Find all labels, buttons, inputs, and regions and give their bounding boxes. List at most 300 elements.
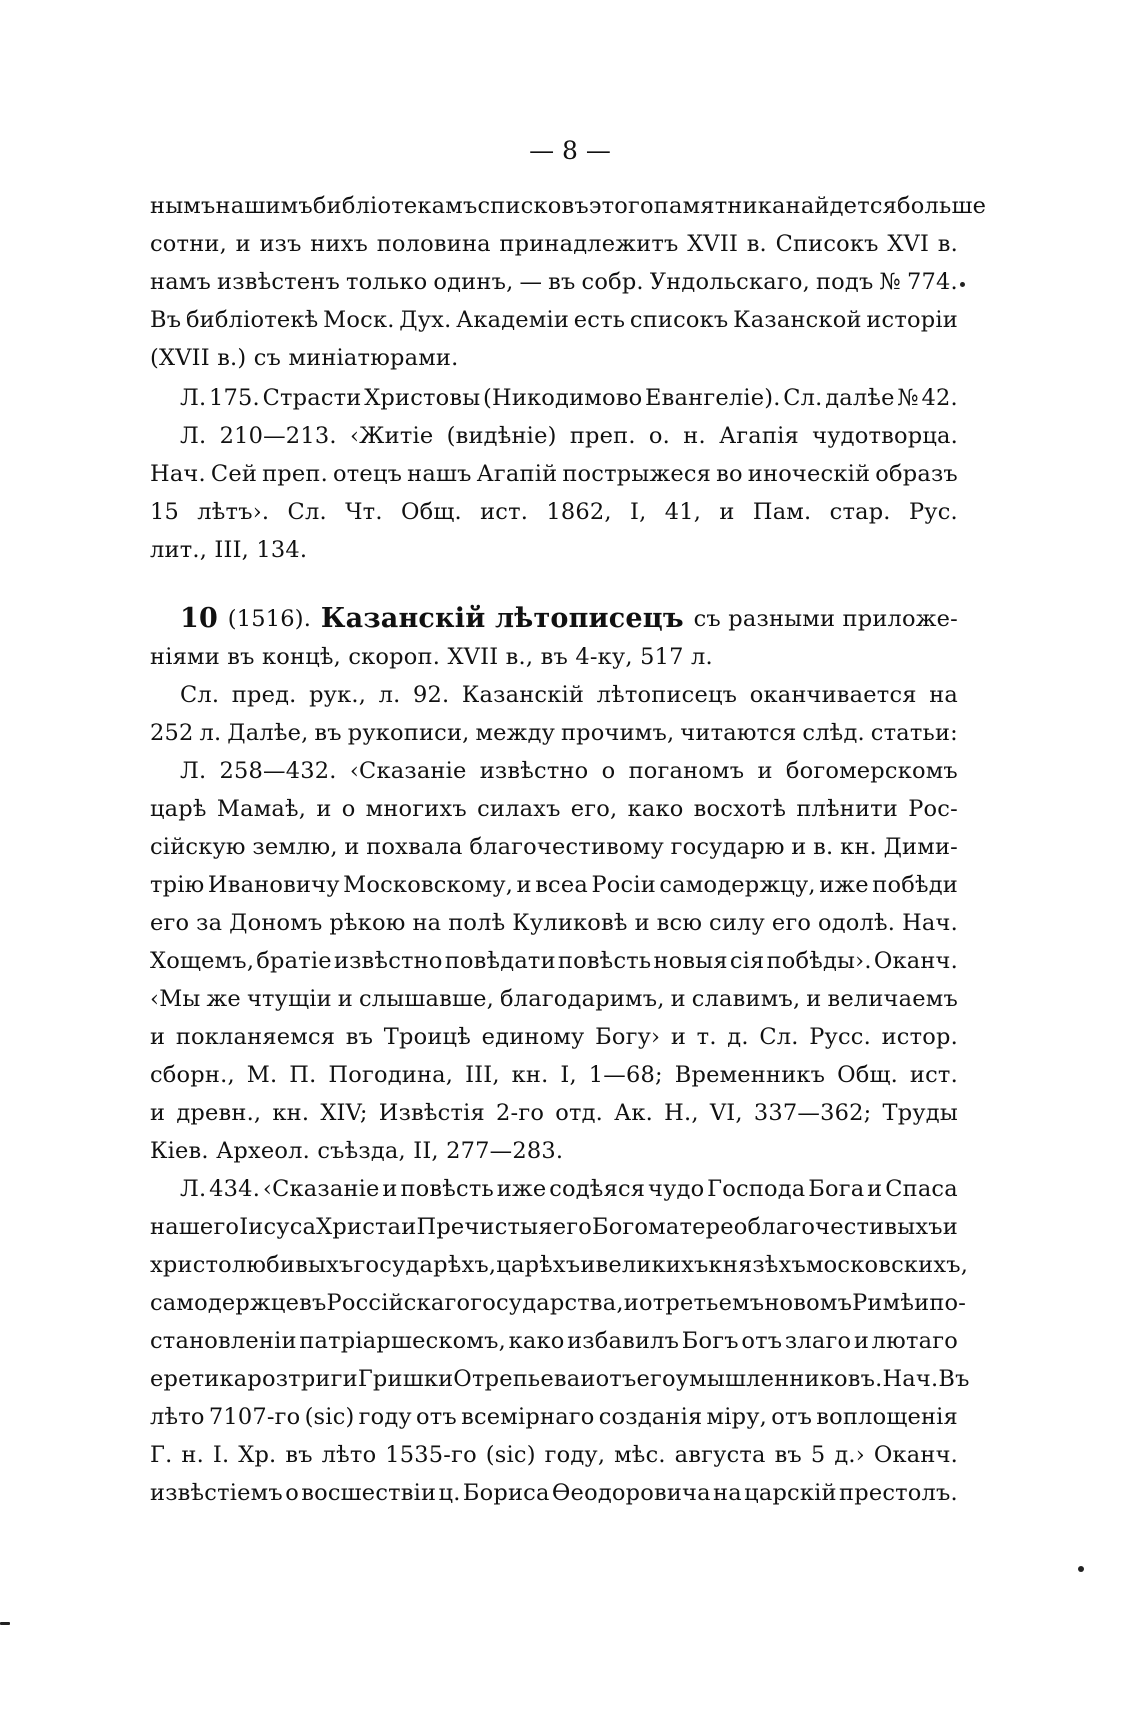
text-line	[150, 790, 958, 828]
word: только	[346, 269, 428, 295]
word: л.	[690, 644, 713, 670]
word: патріаршескомъ,	[299, 1328, 506, 1354]
word: повѣсть	[400, 1176, 494, 1202]
word: Дономъ	[229, 910, 323, 936]
text-line	[150, 904, 958, 942]
word: восшествіи	[301, 1480, 437, 1506]
word: изъ	[259, 231, 302, 257]
word: и	[757, 758, 773, 784]
word: Агапій	[476, 461, 558, 487]
catalog-entry-heading	[150, 600, 958, 676]
word: образъ	[875, 461, 958, 487]
word: иже	[819, 872, 869, 898]
word: его	[771, 910, 812, 936]
word: Агапія	[719, 423, 799, 449]
word: царѣ	[150, 796, 207, 822]
word: I,	[560, 1062, 577, 1088]
word: (sic)	[304, 1404, 355, 1430]
word: н.	[181, 1442, 204, 1468]
word: и	[150, 1100, 166, 1126]
word: н.	[683, 423, 706, 449]
word: благодаримъ,	[499, 986, 665, 1012]
word: и	[316, 796, 332, 822]
word: Хр.	[238, 1442, 277, 1468]
word: в.	[937, 231, 958, 257]
word: како	[627, 796, 684, 822]
text-line	[150, 1474, 958, 1512]
word: далѣе	[825, 385, 895, 411]
word: всеа	[535, 872, 588, 898]
word: благочестивому	[469, 834, 664, 860]
word: христолюбивыхъ	[150, 1252, 354, 1278]
word: престолъ.	[839, 1480, 958, 1506]
word: лѣто	[321, 1442, 377, 1468]
word: д.›	[834, 1442, 865, 1468]
word: (Никодимово	[483, 385, 643, 411]
word: кн.	[272, 1100, 310, 1126]
word: 210—213.	[219, 423, 337, 449]
print-speck	[1078, 1566, 1084, 1572]
word: великихъ	[595, 1252, 709, 1278]
word: и	[235, 231, 251, 257]
word: отд.	[555, 1100, 604, 1126]
text-line	[150, 942, 958, 980]
text-line	[150, 455, 958, 493]
word: съ	[253, 345, 282, 371]
word: Куликовѣ	[512, 910, 628, 936]
entry-number: 10	[180, 603, 218, 634]
word: 434.	[209, 1176, 261, 1202]
word: Дух.	[399, 307, 452, 333]
word: и	[401, 1214, 417, 1240]
word: Гришки	[357, 1366, 454, 1392]
word: библіотекѣ	[185, 307, 319, 333]
word: стар.	[829, 499, 891, 525]
heading-line	[150, 600, 958, 638]
word: Списокъ	[775, 231, 879, 257]
word: древн.,	[176, 1100, 262, 1126]
word: его	[150, 910, 190, 936]
word: воплощенія	[816, 1404, 958, 1430]
word: нымъ	[150, 193, 216, 219]
word: половина	[376, 231, 491, 257]
word: Христа	[316, 1214, 402, 1240]
word: новомъ	[764, 1290, 853, 1316]
word: князѣхъ	[708, 1252, 806, 1278]
word: за	[196, 910, 223, 936]
word: его	[636, 1366, 676, 1392]
text-line	[150, 1322, 958, 1360]
word: о	[601, 758, 616, 784]
word: поганомъ	[628, 758, 745, 784]
word: покланяемся	[175, 1024, 336, 1050]
word: 774.	[906, 269, 958, 295]
word: Бога	[808, 1176, 865, 1202]
word: Богъ	[681, 1328, 739, 1354]
word: 7107-го	[208, 1404, 301, 1430]
word: извѣстно	[333, 948, 443, 974]
word: Хощемъ,	[150, 948, 255, 974]
text-line	[150, 676, 958, 714]
word: извѣстно	[479, 758, 589, 784]
text-line	[150, 1360, 970, 1398]
word: Страсти	[262, 385, 362, 411]
word: чудотворца.	[812, 423, 958, 449]
word: отъ	[741, 1328, 783, 1354]
word: Спаса	[885, 1176, 958, 1202]
word: Казанскій	[461, 682, 585, 708]
word: Археол.	[216, 1138, 310, 1164]
text-line	[150, 187, 987, 225]
word: и	[670, 986, 686, 1012]
word: 517	[640, 644, 684, 670]
word: въ	[285, 1442, 313, 1468]
word: рѣкою	[329, 910, 406, 936]
word: 5	[810, 1442, 826, 1468]
word: I,	[630, 499, 647, 525]
word: чтущіи	[246, 986, 332, 1012]
word: силахъ	[477, 796, 561, 822]
word: больше	[897, 193, 987, 219]
paragraph-entry-258	[150, 752, 958, 1170]
word: Л.	[180, 758, 207, 784]
word: сборн.,	[150, 1062, 235, 1088]
word: Сл.	[180, 682, 220, 708]
word: этого	[588, 193, 654, 219]
word: о	[285, 1480, 299, 1506]
word: міру,	[706, 1404, 768, 1430]
word: найдется	[785, 193, 898, 219]
word: есть	[573, 307, 626, 333]
word: его	[552, 1214, 592, 1240]
word: пред.	[231, 682, 297, 708]
text-line	[150, 1018, 958, 1056]
word: ‹Мы	[150, 986, 201, 1012]
word: Русс.	[809, 1024, 871, 1050]
word: и	[580, 1252, 596, 1278]
word: Въ	[938, 1366, 970, 1392]
word: №	[897, 385, 919, 411]
word: и	[670, 1024, 687, 1050]
word: 258—432.	[219, 758, 337, 784]
word: лѣтъ›.	[197, 499, 270, 525]
word: отъ	[771, 1404, 813, 1430]
word: (видѣніе)	[446, 423, 557, 449]
word: Л.	[180, 423, 207, 449]
word: одолѣ.	[818, 910, 896, 936]
word: рукописи,	[347, 720, 470, 746]
word: №	[879, 269, 901, 295]
word: отецъ	[333, 461, 403, 487]
word: чудо	[648, 1176, 705, 1202]
word: царскій	[744, 1480, 837, 1506]
word: нашего	[150, 1214, 240, 1240]
word: ист.	[480, 499, 529, 525]
word: исторіи	[866, 307, 958, 333]
word: сія	[729, 948, 765, 974]
word: Казанской	[733, 307, 862, 333]
word: самодержцу,	[659, 872, 816, 898]
word: Погодина,	[328, 1062, 454, 1088]
word: повѣсть	[557, 948, 652, 974]
word: и	[634, 910, 650, 936]
word: читаются	[680, 720, 797, 746]
word: новыя	[653, 948, 728, 974]
word: и	[719, 499, 735, 525]
word: концѣ,	[262, 644, 341, 670]
word: Н.,	[664, 1100, 699, 1126]
word: 42.	[921, 385, 958, 411]
word: 134.	[256, 537, 308, 563]
text-line	[150, 638, 958, 676]
word: 4-ку,	[575, 644, 633, 670]
word: кн.	[511, 1062, 549, 1088]
word: Чт.	[345, 499, 383, 525]
word: како	[508, 1328, 565, 1354]
print-speck	[0, 1622, 10, 1625]
paragraph-see-previous	[150, 676, 958, 752]
text-line	[150, 1246, 969, 1284]
word: во	[716, 461, 743, 487]
word: извѣстіемъ	[150, 1480, 283, 1506]
word: въ	[345, 1024, 374, 1050]
word: Нач.	[150, 461, 206, 487]
word: умышленниковъ.	[675, 1366, 883, 1392]
word: списокъ	[629, 307, 729, 333]
word: Моск.	[323, 307, 395, 333]
word: XIV;	[320, 1100, 368, 1126]
word: 15	[150, 499, 180, 525]
word: въ	[227, 644, 255, 670]
word: единому	[481, 1024, 585, 1050]
word: иноческій	[747, 461, 871, 487]
text-line	[150, 1094, 958, 1132]
word: и	[150, 1024, 166, 1050]
word: о	[733, 1214, 748, 1240]
word: на	[713, 1480, 742, 1506]
word: ист.	[909, 1062, 958, 1088]
word: статьи:	[870, 720, 958, 746]
word: побѣди	[872, 872, 958, 898]
word: Богоматере	[591, 1214, 734, 1240]
word: Нач.	[882, 1366, 939, 1392]
word: 41,	[664, 499, 702, 525]
text-line	[150, 301, 958, 339]
word: I.	[212, 1442, 230, 1468]
word: лютаго	[871, 1328, 958, 1354]
word: Труды	[882, 1100, 958, 1126]
word: Богу›	[595, 1024, 661, 1050]
text-line	[150, 263, 958, 301]
word: Ѳеодоровича	[551, 1480, 711, 1506]
word: всю	[656, 910, 703, 936]
word: VI,	[709, 1100, 743, 1126]
text-line	[150, 828, 958, 866]
word: Общ.	[837, 1062, 898, 1088]
word: сотни,	[150, 231, 227, 257]
word: 175.	[209, 385, 260, 411]
word: Отрепьева	[453, 1366, 581, 1392]
word: и	[942, 1214, 958, 1240]
page-number: — 8 —	[529, 136, 611, 165]
text-line	[150, 752, 958, 790]
word: и	[337, 986, 353, 1012]
word: въ	[540, 644, 568, 670]
paragraph-entry-175	[150, 379, 958, 417]
word: Оканч.	[873, 948, 958, 974]
word: и	[580, 1366, 596, 1392]
word: содѣяся	[549, 1176, 646, 1202]
word: прочимъ,	[560, 720, 675, 746]
word: Сей	[210, 461, 258, 487]
word: Евангеліе).	[645, 385, 781, 411]
word: Общ.	[400, 499, 462, 525]
word: съѣзда,	[317, 1138, 406, 1164]
word: Сл.	[759, 1024, 799, 1050]
word: третьемъ	[652, 1290, 765, 1316]
word: трію	[150, 872, 205, 898]
word: преп.	[569, 423, 636, 449]
word: въ	[314, 720, 342, 746]
word: извѣстенъ	[217, 269, 341, 295]
word: 1—68;	[588, 1062, 663, 1088]
word: л.	[378, 682, 401, 708]
entry-description-start: съ разными приложе-	[693, 606, 958, 632]
text-line	[150, 493, 958, 531]
word: лит.,	[150, 537, 208, 563]
word: Рус.	[908, 499, 958, 525]
text-line	[150, 1208, 958, 1246]
word: Дими-	[883, 834, 958, 860]
word: 2-го	[496, 1100, 545, 1126]
word: собр.	[581, 269, 644, 295]
text-line	[150, 1056, 958, 1094]
word: благочестивыхъ	[747, 1214, 943, 1240]
paragraph-continuation	[150, 187, 987, 377]
word: августа	[674, 1442, 766, 1468]
word: Ивановичу	[207, 872, 340, 898]
word: Нач.	[902, 910, 958, 936]
word: и	[516, 872, 532, 898]
word: Л.	[180, 1176, 207, 1202]
text-line	[150, 417, 958, 455]
word: скороп.	[348, 644, 441, 670]
word: Мамаѣ,	[216, 796, 307, 822]
word: библіотекамъ	[312, 193, 478, 219]
word: Кіев.	[150, 1138, 209, 1164]
word: рук.,	[309, 682, 367, 708]
word: ц.	[438, 1480, 461, 1506]
word: II,	[413, 1138, 439, 1164]
word: нашъ	[407, 461, 472, 487]
word: одинъ,	[433, 269, 514, 295]
word: и	[914, 1290, 930, 1316]
word: XVI	[887, 231, 930, 257]
word: слышавше,	[358, 986, 494, 1012]
word: царѣхъ	[496, 1252, 581, 1278]
word: —	[519, 269, 543, 295]
word: истор.	[881, 1024, 958, 1050]
word: восхотѣ	[693, 796, 787, 822]
word: государѣхъ,	[353, 1252, 497, 1278]
word: лѣто	[150, 1404, 205, 1430]
text-line	[150, 531, 958, 569]
word: ‹Житіе	[349, 423, 434, 449]
word: Оканч.	[873, 1442, 958, 1468]
word: л.	[199, 720, 222, 746]
word: и	[806, 986, 822, 1012]
word: Бориса	[462, 1480, 550, 1506]
word: величаемъ	[827, 986, 958, 1012]
word: иже	[496, 1176, 547, 1202]
word: еретика	[150, 1366, 248, 1392]
word: Извѣстія	[378, 1100, 485, 1126]
print-speck	[960, 282, 965, 287]
text-line	[150, 1436, 958, 1474]
word: между	[475, 720, 556, 746]
word: нашимъ	[215, 193, 313, 219]
word: 277—283.	[446, 1138, 564, 1164]
word: списковъ	[477, 193, 589, 219]
word: братіе	[256, 948, 332, 974]
word: розтриги	[247, 1366, 358, 1392]
word: Ак.	[614, 1100, 654, 1126]
text-line	[150, 980, 958, 1018]
word: самодержцевъ	[150, 1290, 327, 1316]
word: Сл.	[287, 499, 327, 525]
word: принадлежитъ	[499, 231, 679, 257]
word: нихъ	[310, 231, 369, 257]
word: въ	[548, 269, 576, 295]
word: славимъ,	[691, 986, 801, 1012]
word: П.	[289, 1062, 317, 1088]
text-line	[150, 714, 958, 752]
word: III,	[214, 537, 250, 563]
word: лѣтописецъ	[596, 682, 738, 708]
word: землю,	[252, 834, 338, 860]
word: повѣдати	[444, 948, 556, 974]
word: пострыжеся	[562, 461, 712, 487]
paragraph-entry-210	[150, 417, 958, 569]
word: и	[867, 1176, 883, 1202]
word: и	[623, 1290, 639, 1316]
word: памятника	[653, 193, 786, 219]
word: всемірнаго	[461, 1404, 595, 1430]
word: Г.	[150, 1442, 173, 1468]
word: миніатюрами.	[288, 345, 459, 371]
word: государю	[670, 834, 785, 860]
word: становленіи	[150, 1328, 297, 1354]
word: по-	[929, 1290, 967, 1316]
word: его,	[570, 796, 618, 822]
word: и	[853, 1328, 870, 1354]
word: д.	[727, 1024, 749, 1050]
word: многихъ	[365, 796, 467, 822]
word: отъ	[416, 1404, 457, 1430]
word: и	[382, 1176, 398, 1202]
word: Іисуса	[239, 1214, 317, 1240]
word: московскихъ,	[805, 1252, 969, 1278]
word: (sic)	[485, 1442, 536, 1468]
text-line	[150, 379, 958, 417]
word: М.	[246, 1062, 278, 1088]
word: слѣд.	[802, 720, 865, 746]
word: 337—362;	[753, 1100, 872, 1126]
word: Рос-	[908, 796, 958, 822]
word: Въ	[150, 307, 182, 333]
text-line	[150, 225, 958, 263]
entry-code: (1516).	[227, 606, 312, 632]
